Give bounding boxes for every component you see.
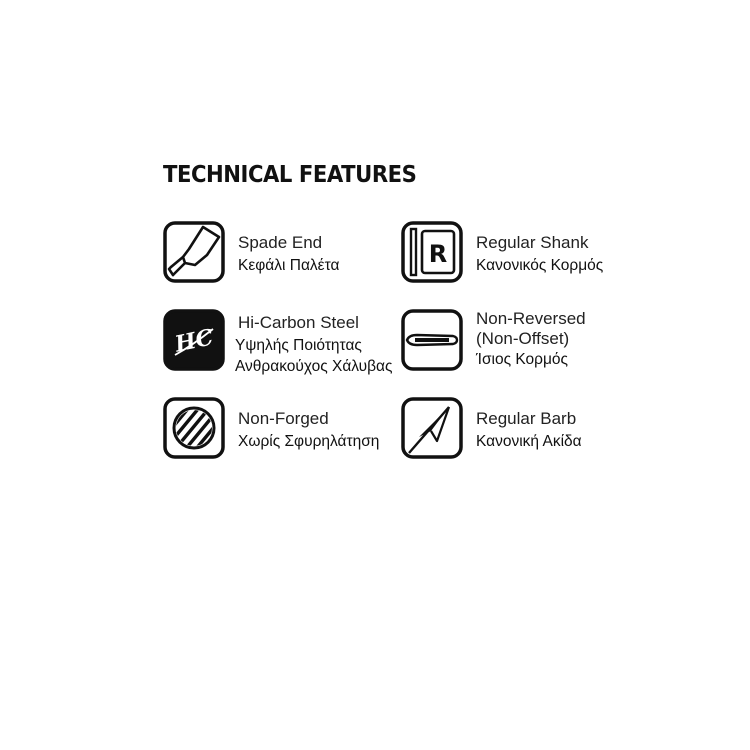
- feature-name-en: Non-Forged: [238, 409, 329, 428]
- regular-barb-icon: [401, 397, 463, 459]
- feature-name-gr: Χωρίς Σφυρηλάτηση: [238, 433, 380, 450]
- spade-end-label: [238, 233, 339, 276]
- shank-icon-letter: R: [428, 240, 448, 268]
- hi-carbon-steel-icon: [163, 309, 225, 371]
- feature-name-en: Non-Reversed: [476, 309, 586, 328]
- feature-name-gr: Υψηλής Ποιότητας: [235, 337, 362, 354]
- feature-name-gr-line2: Ανθρακούχος Χάλυβας: [235, 358, 393, 375]
- feature-name-en: Regular Barb: [476, 409, 577, 428]
- feature-name-en: Spade End: [238, 233, 323, 252]
- regular-barb-label: [476, 409, 582, 452]
- regular-shank-label: [476, 233, 603, 276]
- regular-shank-icon: [401, 221, 463, 283]
- feature-name-gr: Κεφάλι Παλέτα: [238, 257, 340, 274]
- feature-name-gr: Κανονικός Κορμός: [476, 257, 604, 274]
- hc-icon-letter: HC: [172, 324, 216, 358]
- feature-name-en: Hi-Carbon Steel: [238, 313, 359, 332]
- feature-name-en-line2: (Non-Offset): [476, 329, 570, 348]
- spade-end-icon: [163, 221, 225, 283]
- feature-name-gr: Κανονική Ακίδα: [476, 433, 582, 450]
- non-forged-label: [238, 409, 379, 452]
- hi-carbon-steel-label: [235, 313, 392, 377]
- page-title: TECHNICAL FEATURES: [163, 162, 417, 188]
- non-forged-icon: [163, 397, 225, 459]
- feature-name-gr: Ίσιος Κορμός: [476, 351, 568, 368]
- feature-name-en: Regular Shank: [476, 233, 589, 252]
- non-reversed-label: [476, 309, 586, 370]
- non-reversed-icon: [401, 309, 463, 371]
